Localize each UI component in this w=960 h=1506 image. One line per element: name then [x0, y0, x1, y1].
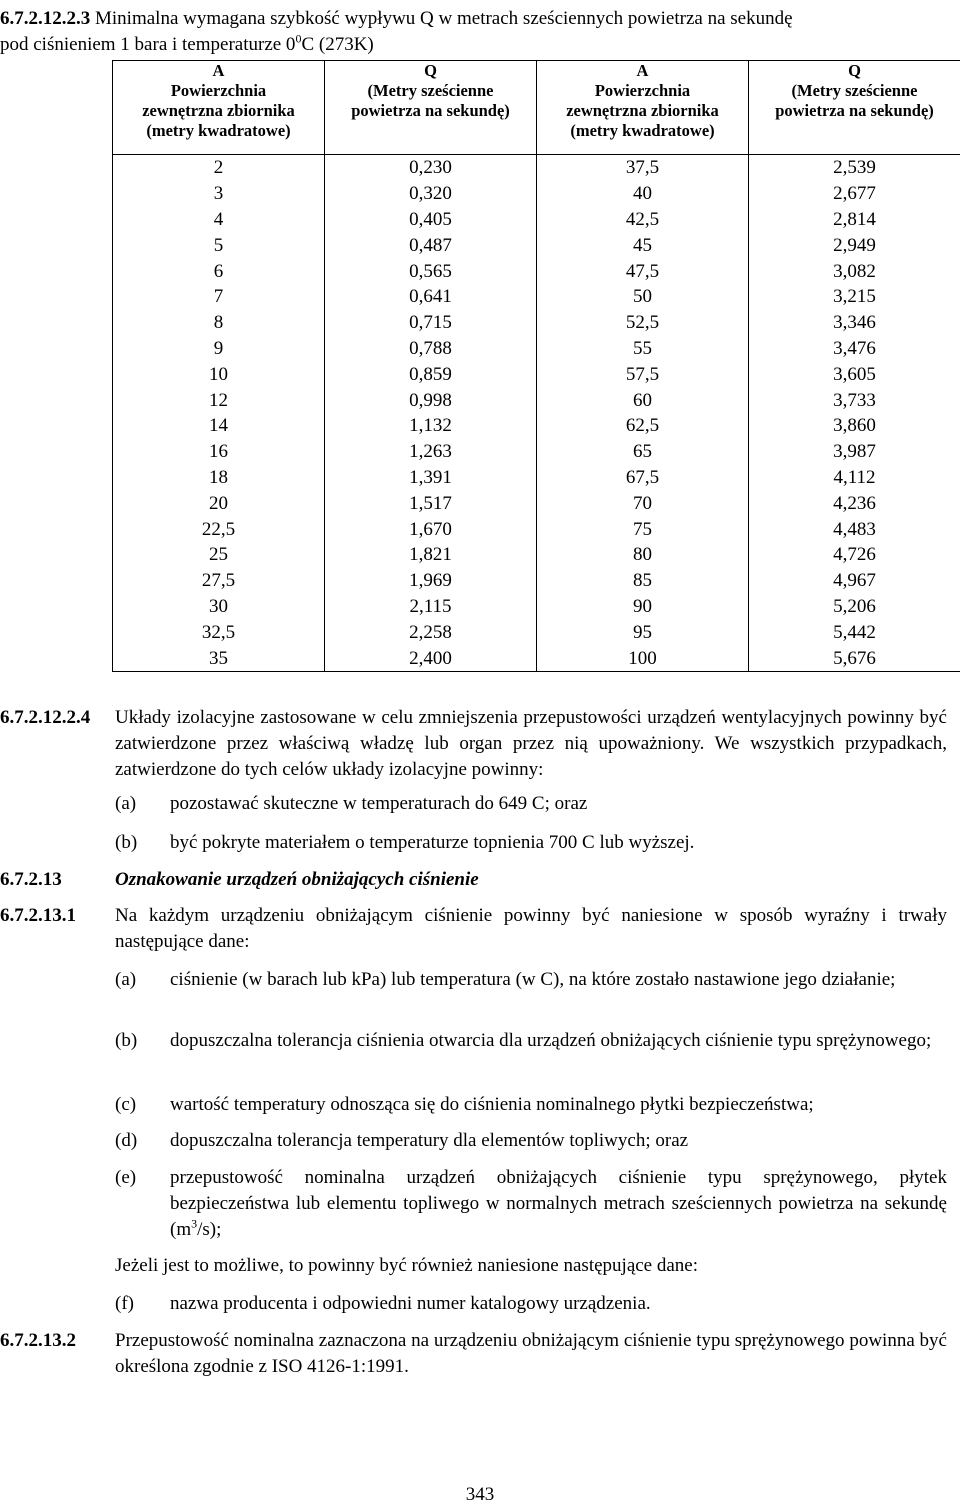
table-cell: 0,320 [325, 181, 537, 207]
table-cell: 2,115 [325, 594, 537, 620]
page-number: 343 [0, 1484, 960, 1506]
table-cell: 2,677 [749, 181, 960, 207]
table-cell: 1,263 [325, 439, 537, 465]
table-cell: 3,476 [749, 336, 960, 362]
table-row [113, 594, 960, 620]
document-page: 6.7.2.12.2.3 Minimalna wymagana szybkość wypływu Q w metrach sześciennych powietrza na sekundę pod ciśnieniem 1 bara i temperaturze $0^0C$ (273K) A Powierzchnia zewnętrzna zbiornika (metry kwadratowe) Q (Metry sześcienne powietrza na sekundę) A Powierzchnia zewnętrzna zbiornika (metry kwadratowe) Q (Metry sześcienne powietrza na sekundę) 2 0,230 37,5 2,539 3 0,320 40 2,677 4 0,405 42,5 2,814 5 0,487 45 2,949 6 0,565 47,5 3,082 7 0,641 50 3,215 8 0,715 52,5 3,346 9 0,788 55 3,476 10 0,859 57,5 3,605 12 0,998 60 3,733 14 1,132 62,5 3,860 16 1,263 65 3,987 18 1,391 67,5 4,112 20 1,517 70 4,236 22,5 1,670 75 4,483 25 1,821 80 4,726 27,5 1,969 85 4,967 30 2,115 90 5,206 32,5 2,258 95 5,442 35 2,400 100 5,676 6.7.2.12.2.4 Układy izolacyjne zastosowane w celu zmniejszenia przepustowości urządzeń wentylacyjnych powinny być zatwierdzone przez właściwą władzę lub organ przez nią upoważniony. We wszystkich przypadkach, zatwierdzone do tych celów układy izolacyjne powinny: (a) pozostawać skuteczne w temperaturach do 649 C; oraz (b) być pokryte materiałem o temperaturze topnienia 700 C lub wyższej. 6.7.2.13 Oznakowanie urządzeń obniżających ciśnienie 6.7.2.13.1 Na każdym urządzeniu obniżającym ciśnienie powinny być naniesione w sposób wyraźny i trwały następujące dane: (a) ciśnienie (w barach lub kPa) lub temperatura (w C), na które zostało nastawione jego działanie; (b) dopuszczalna tolerancja ciśnienia otwarcia dla urządzeń obniżających ciśnienie typu sprężynowego; (c) wartość temperatury odnosząca się do ciśnienia nominalnego płytki bezpieczeństwa; (d) dopuszczalna tolerancja temperatury dla elementów topliwych; oraz (e) przepustowość nominalna urządzeń obniżających ciśnienie typu sprężynowego, płytek bezpieczeństwa lub elementu topliwego w normalnych metrach sześciennych powietrza na sekundę $(m^3/s)$; Jeżeli jest to możliwe, to powinny być również naniesione następujące dane: (f) nazwa producenta i odpowiedni numer katalogowy urządzenia. 6.7.2.13.2 Przepustowość nominalna zaznaczona na urządzeniu obniżającym ciśnienie typu sprężynowego powinna być określona zgodnie z ISO 4126-1:1991. 343 [0, 0, 960, 1505]
table-row [113, 645, 960, 671]
table-row [113, 465, 960, 491]
table-row [113, 439, 960, 465]
table-cell: 8 [113, 310, 325, 336]
table-cell: 37,5 [537, 155, 749, 181]
table-cell: 2,400 [325, 645, 537, 671]
table-cell: 2 [113, 155, 325, 181]
table-row [113, 361, 960, 387]
table-cell: 90 [537, 594, 749, 620]
section-title: Oznakowanie urządzeń obniżających ciśnienie [115, 867, 947, 893]
table-row [113, 336, 960, 362]
table-cell: 20 [113, 490, 325, 516]
section-text-line2: pod ciśnieniem 1 bara i temperaturze $0^0C$ (273K) [0, 32, 958, 58]
table-cell: 0,487 [325, 232, 537, 258]
table-cell: 0,859 [325, 361, 537, 387]
table-cell: 57,5 [537, 361, 749, 387]
section-number: 6.7.2.13 [0, 867, 62, 893]
section-6-7-2-13-1 [0, 903, 950, 957]
table-row [113, 619, 960, 645]
table-cell: 5,676 [749, 645, 960, 671]
table-cell: 3,346 [749, 310, 960, 336]
extra-intro: Jeżeli jest to możliwe, to powinny być również naniesione następujące dane: [0, 1253, 950, 1281]
table-cell: 5,206 [749, 594, 960, 620]
table-cell: 0,998 [325, 387, 537, 413]
table-cell: 12 [113, 387, 325, 413]
table-header-row [113, 61, 960, 155]
section-text: Układy izolacyjne zastosowane w celu zmniejszenia przepustowości urządzeń wentylacyjnych powinny być zatwierdzone przez właściwą władzę lub organ przez nią upoważniony. We wszystkich przypadkach, zatwierdzone do tych celów układy izolacyjne powinny: [115, 705, 947, 783]
table-cell: 80 [537, 542, 749, 568]
table-cell: 52,5 [537, 310, 749, 336]
table-cell: 25 [113, 542, 325, 568]
table-cell: 4,236 [749, 490, 960, 516]
table-cell: 6 [113, 258, 325, 284]
table-cell: 0,565 [325, 258, 537, 284]
table-cell: 42,5 [537, 207, 749, 233]
table-cell: 4 [113, 207, 325, 233]
section-6-7-2-12-2-4 [0, 705, 950, 785]
section-text: Na każdym urządzeniu obniżającym ciśnienie powinny być naniesione w sposób wyraźny i trwały następujące dane: [115, 903, 947, 955]
table-header-cell: Q (Metry sześcienne powietrza na sekundę) [749, 61, 960, 155]
table-cell: 3,987 [749, 439, 960, 465]
table-cell: 3,733 [749, 387, 960, 413]
table-cell: 3,082 [749, 258, 960, 284]
table-cell: 0,405 [325, 207, 537, 233]
table-row [113, 542, 960, 568]
flow-rate-table-container [112, 60, 960, 672]
table-cell: 67,5 [537, 465, 749, 491]
section-number: 6.7.2.13.2 [0, 1328, 76, 1354]
table-cell: 3 [113, 181, 325, 207]
table-cell: 1,391 [325, 465, 537, 491]
table-cell: 30 [113, 594, 325, 620]
table-row [113, 516, 960, 542]
table-cell: 32,5 [113, 619, 325, 645]
table-cell: 4,483 [749, 516, 960, 542]
flow-rate-table [112, 60, 960, 672]
table-cell: 40 [537, 181, 749, 207]
table-row [113, 387, 960, 413]
table-row [113, 284, 960, 310]
section-text: Przepustowość nominalna zaznaczona na urządzeniu obniżającym ciśnienie typu sprężynowego powinna być określona zgodnie z ISO 4126-1:1991. [115, 1328, 947, 1380]
table-row [113, 207, 960, 233]
table-cell: 2,949 [749, 232, 960, 258]
section-6-7-2-13-2 [0, 1328, 950, 1382]
table-cell: 10 [113, 361, 325, 387]
table-row [113, 413, 960, 439]
table-cell: 0,230 [325, 155, 537, 181]
table-cell: 50 [537, 284, 749, 310]
table-cell: 3,605 [749, 361, 960, 387]
table-cell: 1,132 [325, 413, 537, 439]
section-6-7-2-12-2-3 [0, 6, 958, 58]
table-row [113, 568, 960, 594]
table-row [113, 155, 960, 181]
table-cell: 4,967 [749, 568, 960, 594]
table-cell: 27,5 [113, 568, 325, 594]
section-6-7-2-13 [0, 867, 950, 895]
table-cell: 2,814 [749, 207, 960, 233]
table-cell: 62,5 [537, 413, 749, 439]
table-cell: 1,969 [325, 568, 537, 594]
table-cell: 1,821 [325, 542, 537, 568]
table-body [113, 155, 960, 672]
table-cell: 18 [113, 465, 325, 491]
table-cell: 0,788 [325, 336, 537, 362]
table-cell: 75 [537, 516, 749, 542]
table-cell: 2,258 [325, 619, 537, 645]
table-cell: 100 [537, 645, 749, 671]
table-cell: 35 [113, 645, 325, 671]
table-cell: 5,442 [749, 619, 960, 645]
table-cell: 22,5 [113, 516, 325, 542]
section-text-line1: Minimalna wymagana szybkość wypływu Q w metrach sześciennych powietrza na sekundę [95, 8, 793, 29]
table-cell: 60 [537, 387, 749, 413]
table-cell: 3,860 [749, 413, 960, 439]
table-header-cell: Q (Metry sześcienne powietrza na sekundę) [325, 61, 537, 155]
table-cell: 95 [537, 619, 749, 645]
table-cell: 70 [537, 490, 749, 516]
table-cell: 7 [113, 284, 325, 310]
table-cell: 5 [113, 232, 325, 258]
table-row [113, 310, 960, 336]
section-number: 6.7.2.13.1 [0, 903, 76, 929]
table-cell: 9 [113, 336, 325, 362]
table-cell: 1,670 [325, 516, 537, 542]
table-cell: 4,112 [749, 465, 960, 491]
table-cell: 55 [537, 336, 749, 362]
table-cell: 1,517 [325, 490, 537, 516]
table-cell: 0,641 [325, 284, 537, 310]
table-cell: 3,215 [749, 284, 960, 310]
table-cell: 16 [113, 439, 325, 465]
table-cell: 85 [537, 568, 749, 594]
table-cell: 45 [537, 232, 749, 258]
section-number: 6.7.2.12.2.4 [0, 705, 90, 731]
table-cell: 4,726 [749, 542, 960, 568]
table-header-cell: A Powierzchnia zewnętrzna zbiornika (metry kwadratowe) [113, 61, 325, 155]
table-row [113, 258, 960, 284]
table-cell: 2,539 [749, 155, 960, 181]
section-number: 6.7.2.12.2.3 [0, 8, 90, 29]
table-header-cell: A Powierzchnia zewnętrzna zbiornika (metry kwadratowe) [537, 61, 749, 155]
table-cell: 47,5 [537, 258, 749, 284]
table-row [113, 181, 960, 207]
table-cell: 0,715 [325, 310, 537, 336]
table-row [113, 490, 960, 516]
table-cell: 65 [537, 439, 749, 465]
table-row [113, 232, 960, 258]
table-cell: 14 [113, 413, 325, 439]
